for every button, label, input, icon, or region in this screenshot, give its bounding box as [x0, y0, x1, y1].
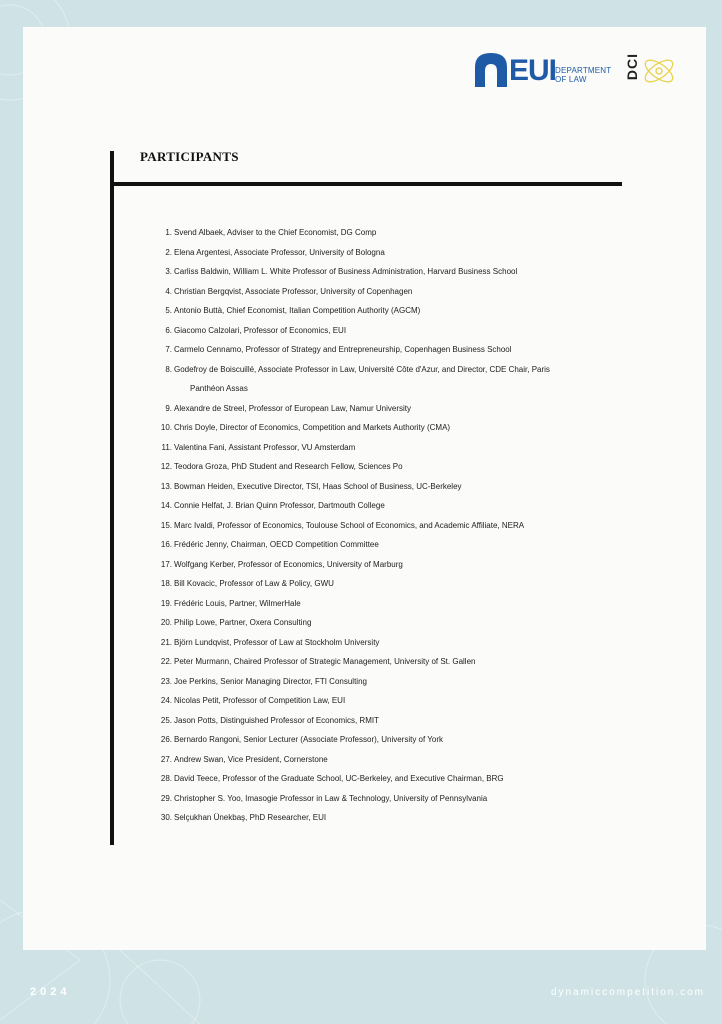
list-item-number: 13.	[160, 481, 172, 491]
list-item-number: 18.	[160, 579, 172, 588]
list-item	[157, 555, 627, 575]
list-item-text: Elena Argentesi, Associate Professor, University of Bologna	[174, 247, 385, 257]
horizontal-rule	[112, 182, 622, 186]
list-item-text: Selçukhan Ünekbaş, PhD Researcher, EUI	[174, 813, 327, 822]
list-item-number: 25.	[160, 715, 172, 725]
list-item-text: Frédéric Jenny, Chairman, OECD Competition Committee	[174, 540, 379, 549]
list-item-text: Björn Lundqvist, Professor of Law at Stockholm University	[174, 637, 380, 647]
list-item-text: Carliss Baldwin, William L. White Professor of Business Administration, Harvard Business School	[174, 267, 518, 276]
list-item-text: Bowman Heiden, Executive Director, TSI, Haas School of Business, UC-Berkeley	[174, 481, 462, 491]
list-item-number: 9.	[165, 403, 172, 413]
list-item-text: Godefroy de Boiscuillé, Associate Professor in Law, Université Côte d'Azur, and Director, CDE Chair, Paris	[174, 364, 550, 374]
list-item-text: Svend Albaek, Adviser to the Chief Economist, DG Comp	[174, 228, 377, 237]
list-item-continuation	[157, 379, 627, 399]
eui-wordmark: EUI	[509, 54, 557, 87]
list-item	[157, 321, 627, 341]
list-item	[157, 399, 627, 419]
list-item-number: 7.	[165, 345, 172, 354]
list-item-number: 21.	[160, 637, 172, 647]
dci-wordmark: DCI	[624, 53, 640, 81]
list-item-number: 19.	[160, 598, 172, 608]
list-item-number: 22.	[160, 657, 172, 666]
list-item-text: Connie Helfat, J. Brian Quinn Professor, Dartmouth College	[174, 501, 385, 510]
list-item-number: 20.	[160, 618, 172, 627]
list-item-text: Jason Potts, Distinguished Professor of Economics, RMIT	[174, 715, 379, 725]
list-item-number: 3.	[165, 267, 172, 276]
list-item	[157, 652, 627, 672]
list-item-text: Carmelo Cennamo, Professor of Strategy and Entrepreneurship, Copenhagen Business School	[174, 345, 512, 354]
list-item-number: 29.	[160, 793, 172, 803]
list-item-number: 28.	[160, 774, 172, 783]
list-item	[157, 730, 627, 750]
list-item-number: 2.	[165, 247, 172, 257]
list-item	[157, 633, 627, 653]
list-item	[157, 496, 627, 516]
list-item-text: Peter Murmann, Chaired Professor of Strategic Management, University of St. Gallen	[174, 657, 476, 666]
list-item	[157, 535, 627, 555]
list-item	[157, 262, 627, 282]
list-item-text-continued: Panthéon Assas	[190, 384, 248, 393]
footer-year: 2024	[30, 986, 71, 998]
atom-orbit-icon	[641, 53, 677, 89]
list-item-text: Andrew Swan, Vice President, Cornerstone	[174, 754, 328, 764]
list-item	[157, 301, 627, 321]
list-item	[157, 516, 627, 536]
list-item	[157, 691, 627, 711]
list-item	[157, 282, 627, 302]
list-item-text: Frédéric Louis, Partner, WilmerHale	[174, 598, 301, 608]
participants-list	[157, 223, 627, 828]
list-item	[157, 418, 627, 438]
list-item-text: Chris Doyle, Director of Economics, Competition and Markets Authority (CMA)	[174, 423, 451, 432]
list-item-number: 26.	[160, 735, 172, 744]
list-item-text: Nicolas Petit, Professor of Competition Law, EUI	[174, 696, 346, 705]
list-item-text: Philip Lowe, Partner, Oxera Consulting	[174, 618, 312, 627]
list-item	[157, 574, 627, 594]
list-item	[157, 672, 627, 692]
list-item-text: Antonio Buttà, Chief Economist, Italian Competition Authority (AGCM)	[174, 306, 421, 315]
eui-logo	[475, 53, 612, 89]
list-item	[157, 613, 627, 633]
list-item-number: 30.	[160, 813, 172, 822]
list-item	[157, 808, 627, 828]
list-item	[157, 477, 627, 497]
list-item-number: 27.	[160, 754, 172, 764]
eui-dept-line2: OF LAW	[555, 75, 587, 84]
list-item	[157, 340, 627, 360]
list-item-text: Joe Perkins, Senior Managing Director, FTI Consulting	[174, 676, 367, 686]
list-item-text: Alexandre de Streel, Professor of European Law, Namur University	[174, 403, 412, 413]
list-item-number: 16.	[160, 540, 172, 549]
list-item	[157, 711, 627, 731]
list-item-number: 11.	[161, 442, 172, 452]
list-item-number: 5.	[165, 306, 172, 315]
list-item	[157, 360, 627, 380]
header-logos	[475, 53, 685, 93]
list-item-number: 8.	[165, 364, 172, 374]
list-item-text: Christian Bergqvist, Associate Professor, University of Copenhagen	[174, 286, 413, 296]
list-item-number: 12.	[160, 462, 172, 471]
dci-logo	[617, 53, 677, 91]
list-item-number: 4.	[165, 286, 172, 296]
section-title: PARTICIPANTS	[140, 149, 239, 164]
list-item-text: Marc Ivaldi, Professor of Economics, Toulouse School of Economics, and Academic Affiliate, NERA	[174, 520, 525, 530]
eui-arch-icon	[475, 53, 507, 87]
list-item-text: Wolfgang Kerber, Professor of Economics, University of Marburg	[174, 559, 403, 569]
list-item-text: Christopher S. Yoo, Imasogie Professor in Law & Technology, University of Pennsylvania	[174, 793, 488, 803]
list-item	[157, 223, 627, 243]
list-item	[157, 750, 627, 770]
list-item	[157, 243, 627, 263]
list-item	[157, 594, 627, 614]
list-item-number: 23.	[160, 676, 172, 686]
list-item-text: David Teece, Professor of the Graduate School, UC-Berkeley, and Executive Chairman, BRG	[174, 774, 504, 783]
list-item-number: 10.	[160, 423, 172, 432]
list-item-text: Bernardo Rangoni, Senior Lecturer (Associate Professor), University of York	[174, 735, 444, 744]
list-item-number: 14.	[160, 501, 172, 510]
list-item	[157, 457, 627, 477]
list-item-number: 17.	[160, 559, 172, 569]
list-item-text: Teodora Groza, PhD Student and Research Fellow, Sciences Po	[174, 462, 403, 471]
list-item-number: 15.	[160, 520, 172, 530]
vertical-rule	[110, 151, 114, 845]
list-item	[157, 769, 627, 789]
list-item-text: Bill Kovacic, Professor of Law & Policy, GWU	[174, 579, 334, 588]
list-item	[157, 438, 627, 458]
eui-dept-line1: DEPARTMENT	[555, 66, 612, 75]
list-item-text: Valentina Fani, Assistant Professor, VU Amsterdam	[174, 442, 356, 452]
list-item-number: 1.	[165, 228, 172, 237]
eui-department-label	[555, 66, 611, 84]
list-item	[157, 789, 627, 809]
list-item-number: 6.	[165, 325, 172, 335]
footer-website: dynamiccompetition.com	[550, 987, 705, 998]
list-item-text: Giacomo Calzolari, Professor of Economics, EUI	[174, 325, 347, 335]
list-item-number: 24.	[160, 696, 172, 705]
document-page	[23, 27, 706, 950]
